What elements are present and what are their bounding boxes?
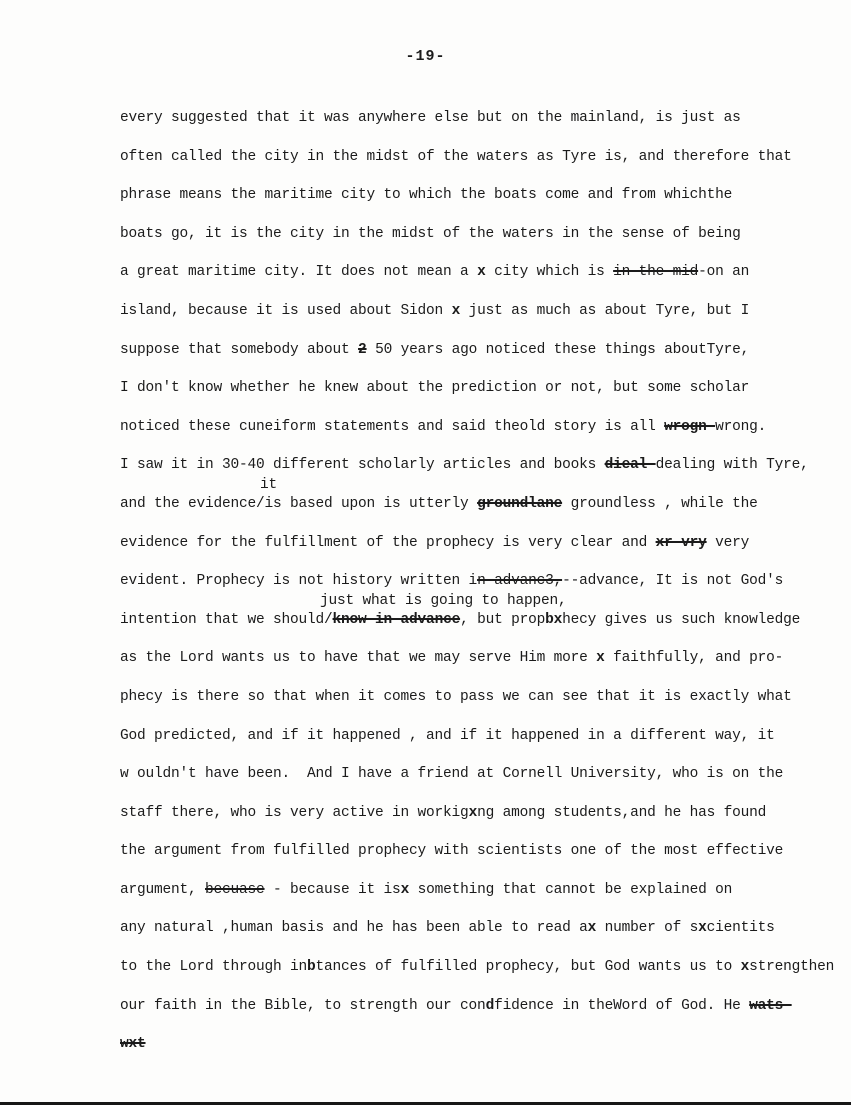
typed-text-segment: any natural ,human basis and he has been able to read a	[120, 920, 588, 937]
typed-text-segment: just as much as about Tyre, but I	[460, 302, 750, 319]
struck-text: n advanc3,	[477, 573, 563, 590]
inserted-correction: just what is going to happen,	[320, 592, 567, 609]
typed-text-segment: ng among students,and he has found	[477, 804, 767, 821]
typed-line	[120, 871, 851, 910]
typed-text-segment: every suggested that it was anywhere else but on the mainland, is just as	[120, 110, 741, 126]
typed-line	[120, 476, 851, 524]
typed-line	[120, 909, 851, 948]
struck-text: wrogn-	[664, 418, 716, 435]
typed-text-segment: staff there, who is very active in workig	[120, 804, 469, 821]
overstrike-char: d	[485, 997, 495, 1014]
typed-line	[120, 832, 851, 871]
typed-text-segment: strengthen	[749, 959, 835, 976]
typed-text-segment: fidence in theWord of God. He	[494, 997, 750, 1014]
overstrike-char: x	[477, 264, 486, 281]
typed-text-segment: the argument from fulfilled prophecy with scientists one of the most effective	[120, 843, 784, 860]
typed-text-segment: I saw it in 30-40 different scholarly articles and books	[120, 457, 605, 474]
typed-text-segment: --advance, It is not God's	[562, 573, 784, 590]
typed-line	[120, 253, 851, 292]
overstrike-char: x	[587, 920, 597, 937]
typed-line	[120, 176, 851, 215]
struck-text: dieal-	[604, 457, 656, 474]
typed-text-segment: cientits	[706, 920, 775, 937]
typed-text-segment: argument,	[120, 881, 206, 898]
typed-text-segment: as the Lord wants us to have that we may serve Him more	[120, 650, 597, 667]
inserted-correction: it	[260, 476, 278, 493]
typed-text-segment: noticed these cuneiform statements and said theold story is all	[120, 418, 665, 435]
typed-text-segment: intention that we should/	[120, 611, 333, 628]
typed-text-segment: evidence for the fulfillment of the prophecy is very clear and	[120, 534, 656, 551]
typed-text-segment: groundless , while the	[562, 495, 758, 512]
typed-line	[120, 948, 851, 987]
typed-line	[120, 138, 851, 177]
typed-text-segment: faithfully, and pro-	[604, 650, 784, 667]
typed-line	[120, 215, 851, 254]
typed-line	[120, 292, 851, 331]
typed-text-segment: phecy is there so that when it comes to pass we can see that it is exactly what	[120, 688, 792, 705]
typed-text-segment: , but prop	[460, 611, 546, 628]
typed-line	[120, 524, 851, 563]
typed-text-segment: often called the city in the midst of the waters as Tyre is, and therefore that	[120, 148, 792, 165]
overstrike-char: b	[307, 959, 316, 976]
typed-text-segment: boats go, it is the city in the midst of the waters in the sense of being	[120, 225, 741, 242]
struck-text: in the mid	[613, 264, 699, 281]
typed-line	[120, 369, 851, 408]
page-number: -19-	[405, 48, 446, 65]
typed-text-segment: God predicted, and if it happened , and if it happened in a different way, it	[120, 727, 775, 744]
typed-line	[120, 446, 851, 485]
typed-line	[120, 99, 851, 138]
typed-line	[120, 639, 851, 678]
typed-text-segment: 50 years ago noticed these things aboutTyre,	[366, 341, 750, 358]
typed-text-segment: wrong.	[715, 418, 767, 435]
struck-text: know in advance	[332, 611, 461, 628]
struck-text: groundlane	[477, 495, 563, 512]
typed-line	[120, 987, 851, 1026]
typed-text-segment: -on an	[698, 264, 750, 281]
typed-text-segment: number of s	[596, 920, 699, 937]
typed-line	[120, 755, 851, 794]
typed-line	[120, 331, 851, 370]
typed-text-segment: and the evidence/is based upon is utterly	[120, 495, 478, 512]
typed-text-segment: a great maritime city. It does not mean a	[120, 264, 478, 281]
overstrike-char: bx	[545, 611, 563, 628]
typed-text-segment: something that cannot be explained on	[409, 881, 733, 898]
overstrike-char: x	[400, 881, 410, 898]
struck-text: xr vry	[655, 534, 707, 551]
typed-text-segment: dealing with Tyre,	[655, 457, 809, 474]
typed-text-segment: to the Lord through in	[120, 959, 308, 976]
struck-text: wxt	[120, 1036, 146, 1053]
typed-line	[120, 408, 851, 447]
struck-text: becuase	[205, 881, 265, 898]
overstrike-char: x	[740, 959, 750, 976]
typed-text-segment: evident. Prophecy is not history written i	[120, 573, 478, 590]
typed-line	[120, 678, 851, 717]
typed-line	[120, 717, 851, 756]
overstrike-char: x	[451, 302, 461, 319]
overstrike-char: x	[468, 804, 478, 821]
typed-line	[120, 794, 851, 833]
typed-text-segment: phrase means the maritime city to which the boats come and from whichthe	[120, 187, 733, 204]
typed-text-segment: hecy gives us such knowledge	[562, 611, 801, 628]
typed-line	[120, 1025, 851, 1064]
typed-text-segment: w ouldn't have been. And I have a friend at Cornell University, who is on the	[120, 766, 784, 783]
typed-text-segment: - because it is	[264, 881, 401, 898]
typed-text-segment: our faith in the Bible, to strength our con	[120, 997, 486, 1014]
typed-text-segment: island, because it is used about Sidon	[120, 302, 452, 319]
typed-text	[120, 99, 851, 1064]
typed-text-segment: I don't know whether he knew about the prediction or not, but some scholar	[120, 380, 750, 397]
typed-text-segment: very	[706, 534, 750, 551]
typed-text-segment: city which is	[485, 264, 614, 281]
overstrike-char: x	[596, 650, 605, 667]
typed-line	[120, 592, 851, 640]
struck-text: wats-	[749, 997, 792, 1014]
struck-text: 2	[358, 341, 367, 358]
typed-text-segment: tances of fulfilled prophecy, but God wants us to	[315, 959, 741, 976]
overstrike-char: x	[698, 920, 707, 937]
typed-text-segment: suppose that somebody about	[120, 341, 359, 358]
